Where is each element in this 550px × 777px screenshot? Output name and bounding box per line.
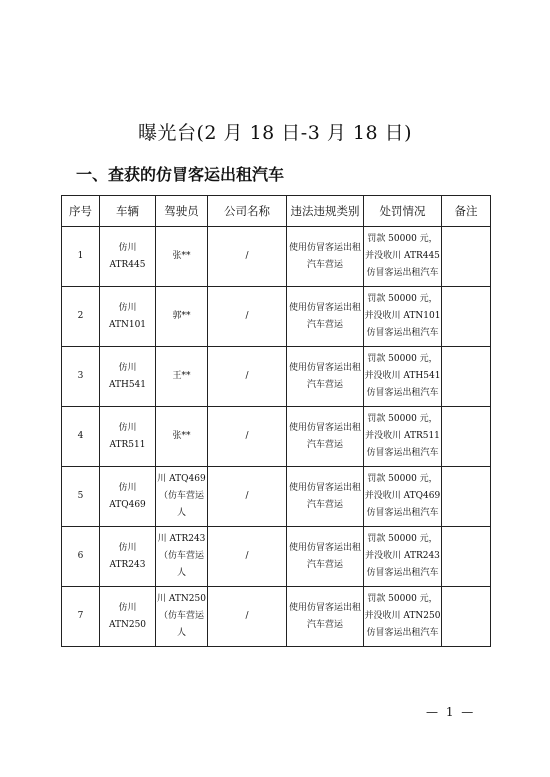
cell-vehicle: 仿川 ATR243 [100, 527, 156, 587]
cell-driver: 川 ATN250（仿车营运人 [156, 587, 208, 647]
page-title: 曝光台(2 月 18 日-3 月 18 日) [137, 122, 412, 144]
cell-driver: 川 ATR243（仿车营运人 [156, 527, 208, 587]
table-header-row [62, 196, 491, 227]
header-driver: 驾驶员 [156, 196, 208, 227]
cell-seq: 1 [62, 227, 100, 287]
cell-seq: 5 [62, 467, 100, 527]
cell-violation: 使用仿冒客运出租汽车营运 [287, 227, 364, 287]
cell-vehicle: 仿川 ATR511 [100, 407, 156, 467]
table-row [62, 347, 491, 407]
header-company: 公司名称 [208, 196, 287, 227]
cell-violation: 使用仿冒客运出租汽车营运 [287, 587, 364, 647]
table-row [62, 287, 491, 347]
cell-penalty: 罚款 50000 元，并没收川 ATR511 仿冒客运出租汽车 [364, 407, 442, 467]
cell-violation: 使用仿冒客运出租汽车营运 [287, 347, 364, 407]
cell-driver: 川 ATQ469（仿车营运人 [156, 467, 208, 527]
cell-remarks [442, 527, 491, 587]
cell-remarks [442, 227, 491, 287]
cell-seq: 4 [62, 407, 100, 467]
records-table [61, 195, 491, 647]
header-violation: 违法违规类别 [287, 196, 364, 227]
cell-vehicle: 仿川 ATQ469 [100, 467, 156, 527]
cell-penalty: 罚款 50000 元，并没收川 ATR243 仿冒客运出租汽车 [364, 527, 442, 587]
header-vehicle: 车辆 [100, 196, 156, 227]
cell-company: / [208, 347, 287, 407]
table-row [62, 227, 491, 287]
cell-remarks [442, 587, 491, 647]
table-row [62, 467, 491, 527]
cell-violation: 使用仿冒客运出租汽车营运 [287, 467, 364, 527]
cell-driver: 郭** [156, 287, 208, 347]
cell-seq: 2 [62, 287, 100, 347]
cell-seq: 3 [62, 347, 100, 407]
cell-vehicle: 仿川 ATN101 [100, 287, 156, 347]
cell-company: / [208, 227, 287, 287]
table-row [62, 407, 491, 467]
header-penalty: 处罚情况 [364, 196, 442, 227]
cell-penalty: 罚款 50000 元，并没收川 ATQ469 仿冒客运出租汽车 [364, 467, 442, 527]
cell-company: / [208, 467, 287, 527]
table-row [62, 527, 491, 587]
cell-driver: 张** [156, 227, 208, 287]
cell-driver: 王** [156, 347, 208, 407]
cell-driver: 张** [156, 407, 208, 467]
cell-penalty: 罚款 50000 元，并没收川 ATN101 仿冒客运出租汽车 [364, 287, 442, 347]
cell-company: / [208, 287, 287, 347]
cell-seq: 7 [62, 587, 100, 647]
cell-company: / [208, 407, 287, 467]
cell-seq: 6 [62, 527, 100, 587]
cell-remarks [442, 407, 491, 467]
cell-violation: 使用仿冒客运出租汽车营运 [287, 407, 364, 467]
cell-penalty: 罚款 50000 元，并没收川 ATR445 仿冒客运出租汽车 [364, 227, 442, 287]
cell-violation: 使用仿冒客运出租汽车营运 [287, 287, 364, 347]
section-heading: 一、查获的仿冒客运出租汽车 [76, 165, 285, 184]
cell-vehicle: 仿川 ATN250 [100, 587, 156, 647]
cell-remarks [442, 347, 491, 407]
cell-penalty: 罚款 50000 元，并没收川 ATH541 仿冒客运出租汽车 [364, 347, 442, 407]
cell-company: / [208, 587, 287, 647]
cell-remarks [442, 467, 491, 527]
page-number: — 1 — [426, 705, 476, 719]
header-remarks: 备注 [442, 196, 491, 227]
cell-vehicle: 仿川 ATH541 [100, 347, 156, 407]
table-row [62, 587, 491, 647]
cell-violation: 使用仿冒客运出租汽车营运 [287, 527, 364, 587]
cell-penalty: 罚款 50000 元，并没收川 ATN250 仿冒客运出租汽车 [364, 587, 442, 647]
header-seq: 序号 [62, 196, 100, 227]
cell-company: / [208, 527, 287, 587]
cell-vehicle: 仿川 ATR445 [100, 227, 156, 287]
cell-remarks [442, 287, 491, 347]
